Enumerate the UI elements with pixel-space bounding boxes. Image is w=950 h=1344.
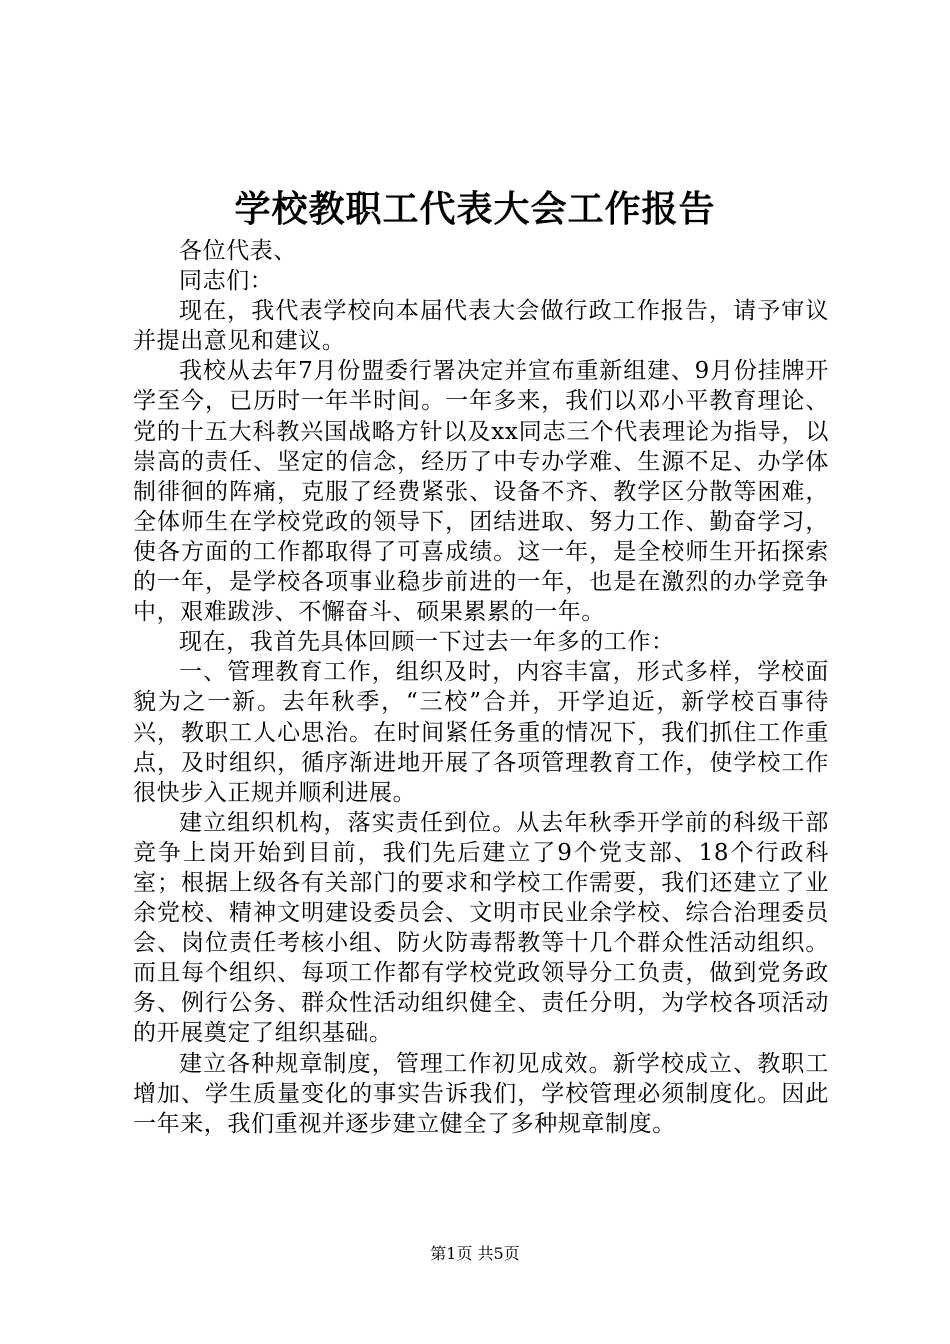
document-title: 学校教职工代表大会工作报告 [234,188,716,230]
paragraph-regulations: 建立各种规章制度，管理工作初见成效。新学校成立、教职工增加、学生质量变化的事实告诉我们，学校管理必须制度化。因此一年来，我们重视并逐步建立健全了多种规章制度。 [133,1050,829,1137]
document-body [133,236,829,1139]
paragraph-organization: 建立组织机构，落实责任到位。从去年秋季开学前的科级干部竞争上岗开始到目前，我们先后建立了9个党支部、18个行政科室；根据上级各有关部门的要求和学校工作需要，我们还建立了业余党校、精神文明建设委员会、文明市民业余学校、综合治理委员会、岗位责任考核小组、防火防毒帮教等十几个群众性活动组织。而且每个组织、每项工作都有学校党政领导分工负责，做到党务政务、例行公务、群众性活动组织健全、责任分明，为学校各项活动的开展奠定了组织基础。 [133,809,829,1047]
paragraph-section-one: 一、管理教育工作，组织及时，内容丰富，形式多样，学校面貌为之一新。去年秋季，“三校”合并，开学迫近，新学校百事待兴，教职工人心思治。在时间紧任务重的情况下，我们抓住工作重点，及时组织，循序渐进地开展了各项管理教育工作，使学校工作很快步入正规并顺利进展。 [133,659,829,806]
paragraph-salutation-2: 同志们： [179,268,274,295]
paragraph-intro: 现在，我代表学校向本届代表大会做行政工作报告，请予审议并提出意见和建议。 [133,298,829,355]
paragraph-review-lead: 现在，我首先具体回顾一下过去一年多的工作： [179,629,675,656]
page-footer: 第1页 共5页 [430,1244,520,1263]
paragraph-overview: 我校从去年7月份盟委行署决定并宣布重新组建、9月份挂牌开学至今，已历时一年半时间。一年多来，我们以邓小平教育理论、党的十五大科教兴国战略方针以及xx同志三个代表理论为指导，以崇高的责任、坚定的信念，经历了中专办学难、生源不足、办学体制徘徊的阵痛，克服了经费紧张、设备不齐、教学区分散等困难，全体师生在学校党政的领导下，团结进取、努力工作、勤奋学习，使各方面的工作都取得了可喜成绩。这一年，是全校师生开拓探索的一年，是学校各项事业稳步前进的一年，也是在激烈的办学竞争中，艰难跋涉、不懈奋斗、硕果累累的一年。 [133,358,829,626]
paragraph-salutation-1: 各位代表、 [179,238,297,264]
